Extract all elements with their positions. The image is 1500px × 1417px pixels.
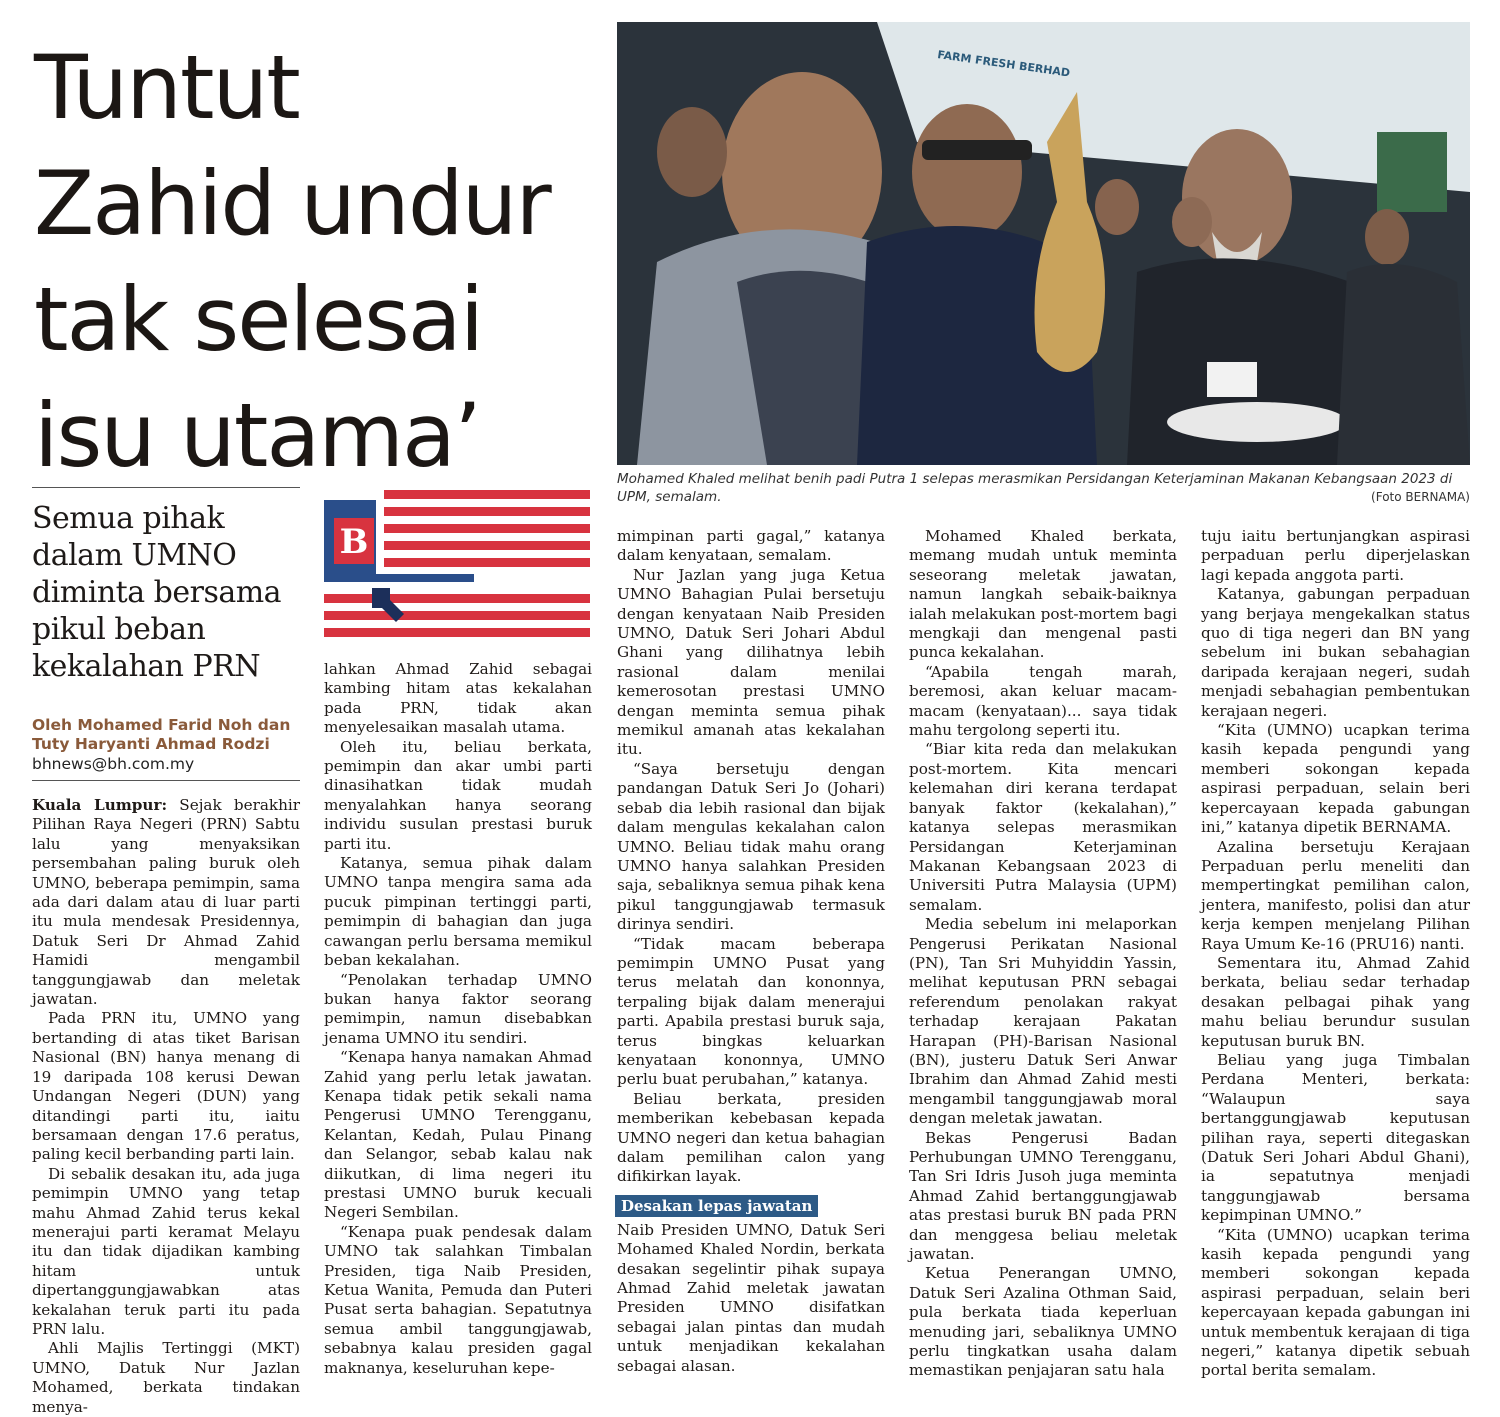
standfirst-line: Semua pihak [32, 501, 225, 536]
paragraph: Media sebelum ini melaporkan Pengerusi Perikatan Nasional (PN), Tan Sri Muhyiddin Yassin, melihat keputusan PRN sebagai referendum penolakan rakyat terhadap kerajaan Pakatan Harapan (PH)-Barisan Nasional (BN), justeru Datuk Seri Anwar Ibrahim dan Ahmad Zahid mesti mengambil tanggungjawab moral dengan meletak jawatan. [909, 915, 1177, 1128]
article-column-2 [324, 660, 592, 1378]
paragraph: “Biar kita reda dan melakukan post-mortem. Kita mencari kelemahan diri kerana terdapat banyak faktor (kekalahan),” katanya selepas merasmikan Persidangan Keterjaminan Makanan Kebangsaan 2023 di Universiti Putra Malaysia (UPM) semalam. [909, 740, 1177, 914]
byline-authors [32, 716, 302, 754]
caption-text: Mohamed Khaled melihat benih padi Putra 1 selepas merasmikan Persidangan Keterjaminan Makanan Kebangsaan 2023 di UPM, semalam. [617, 471, 1453, 505]
author-line: Oleh Mohamed Farid Noh dan [32, 716, 291, 734]
paragraph-text: Sejak berakhir Pilihan Raya Negeri (PRN) Sabtu lalu yang menyaksikan persembahan paling buruk oleh UMNO, beberapa pemimpin, sama ada dari dalam atau di luar parti itu mula mendesak Presidennya, Datuk Seri Dr Ahmad Zahid Hamidi mengambil tanggungjawab dan meletak jawatan. [32, 796, 300, 1009]
headline-line: Zahid undur [34, 152, 550, 255]
paragraph: Ahli Majlis Tertinggi (MKT) UMNO, Datuk Nur Jazlan Mohamed, berkata tindakan menya- [32, 1339, 300, 1416]
photo-credit: (Foto BERNAMA) [1371, 490, 1470, 504]
paragraph: lahkan Ahmad Zahid sebagai kambing hitam atas kekalahan pada PRN, tidak akan menyelesaikan masalah utama. [324, 660, 592, 737]
paragraph: Beliau yang juga Timbalan Perdana Menteri, berkata: “Walaupun saya bertanggungjawab keputusan pilihan raya, seperti ditegaskan (Datuk Seri Johari Abdul Ghani), ia sepatutnya menjadi tanggungjawab bersama kepimpinan UMNO.” [1201, 1050, 1470, 1225]
paragraph: “Kita (UMNO) ucapkan terima kasih kepada pengundi yang memberi sokongan kepada aspirasi perpaduan, selain beri kepercayaan kepada gabungan ini untuk membentuk kerajaan di tiga negeri,” katanya dipetik sebuah portal berita semalam. [1201, 1225, 1470, 1380]
author-line: Tuty Haryanti Ahmad Rodzi [32, 735, 270, 753]
paragraph: Bekas Pengerusi Badan Perhubungan UMNO Terengganu, Tan Sri Idris Jusoh juga meminta Ahmad Zahid bertanggungjawab atas prestasi buruk BN pada PRN dan menggesa beliau meletak jawatan. [909, 1128, 1177, 1264]
news-photo [617, 22, 1470, 465]
paragraph: “Kenapa hanya namakan Ahmad Zahid yang perlu letak jawatan. Kenapa tidak petik sekali nama Pengerusi UMNO Terengganu, Kelantan, Kedah, Pulau Pinang dan Selangor, sebab kalau nak diikutkan, di lima negeri itu prestasi UMNO buruk kecuali Negeri Sembilan. [324, 1048, 592, 1222]
divider [32, 780, 300, 781]
paragraph: “Saya bersetuju dengan pandangan Datuk Seri Jo (Johari) sebab dia lebih rasional dan bijak dalam mengulas kekalahan calon UMNO. Beliau tidak mahu orang UMNO hanya salahkan Presiden saja, sebaliknya semua pihak kena pikul tanggungjawab termasuk dirinya sendiri. [617, 759, 885, 934]
dateline: Kuala Lumpur: [32, 796, 168, 814]
paragraph [32, 796, 300, 1009]
paragraph: Oleh itu, beliau berkata, pemimpin dan akar umbi parti dinasihatkan tidak mudah menyalahkan hanya seorang individu susulan prestasi buruk parti itu. [324, 737, 592, 853]
paragraph: “Kita (UMNO) ucapkan terima kasih kepada pengundi yang memberi sokongan kepada aspirasi perpaduan, selain beri kepercayaan kepada gabungan ini,” katanya dipetik BERNAMA. [1201, 721, 1470, 837]
paragraph: “Apabila tengah marah, beremosi, akan keluar macam-macam (kenyataan)... saya tidak mahu tergolong seperti itu. [909, 662, 1177, 740]
paragraph: “Kenapa puak pendesak dalam UMNO tak salahkan Timbalan Presiden, tiga Naib Presiden, Ketua Wanita, Pemuda dan Puteri Pusat serta bahagian. Sepatutnya semua ambil tanggungjawab, sebabnya kalau presiden gagal maknanya, keseluruhan kepe- [324, 1222, 592, 1377]
paragraph: Mohamed Khaled berkata, memang mudah untuk meminta seseorang meletak jawatan, namun langkah sebaik-baiknya ialah melakukan post-mortem bagi mengkaji dan mengenal pasti punca kekalahan. [909, 527, 1177, 662]
logo-letter: B [339, 522, 369, 562]
photo-banner-text: FARM FRESH BERHAD [936, 48, 1071, 80]
paragraph: Katanya, gabungan perpaduan yang berjaya mengekalkan status quo di tiga negeri dan BN yang sebelum ini bukan sebahagian daripada kerajaan negeri, sudah menjadi sebahagian pembentukan kerajaan negeri. [1201, 585, 1470, 720]
headline-line: Tuntut [34, 36, 299, 139]
paragraph: Di sebalik desakan itu, ada juga pemimpin UMNO yang tetap mahu Ahmad Zahid terus kekal menerajui parti keramat Melayu itu dan tidak dijadikan kambing hitam untuk dipertanggungjawabkan atas kekalahan teruk parti itu pada PRN lalu. [32, 1164, 300, 1338]
article-column-4 [909, 527, 1177, 1381]
paragraph: tuju iaitu bertunjangkan aspirasi perpaduan perlu diperjelaskan lagi kepada anggota parti. [1201, 527, 1470, 584]
paragraph: Beliau berkata, presiden memberikan kebebasan kepada UMNO negeri dan ketua bahagian dalam pemilihan calon yang difikirkan layak. [617, 1089, 885, 1186]
headline [34, 30, 594, 494]
standfirst-line: pikul beban [32, 612, 206, 647]
photo-caption [617, 470, 1470, 506]
article-column-5 [1201, 527, 1470, 1381]
byline [32, 716, 302, 774]
paragraph: Katanya, semua pihak dalam UMNO tanpa mengira sama ada pucuk pimpinan tertinggi parti, pemimpin di bahagian dan juga cawangan perlu bersama memikul beban kekalahan. [324, 854, 592, 970]
headline-line: tak selesai [34, 268, 483, 371]
paragraph: Pada PRN itu, UMNO yang bertanding di atas tiket Barisan Nasional (BN) hanya menang di 19 daripada 108 kerusi Dewan Undangan Negeri (DUN) yang ditandingi parti itu, iaitu bersamaan dengan 17.6 peratus, paling kecil berbanding parti lain. [32, 1009, 300, 1164]
article-column-1 [32, 796, 300, 1417]
paragraph: Ketua Penerangan UMNO, Datuk Seri Azalina Othman Said, pula berkata tiada keperluan menuding jari, sebaliknya UMNO perlu tingkatkan usaha dalam memastikan penjajaran satu hala [909, 1264, 1177, 1380]
paragraph: “Tidak macam beberapa pemimpin UMNO Pusat yang terus melatah dan kononnya, terpaling bijak dalam menerajui parti. Apabila prestasi buruk saja, terus bingkas keluarkan kenyataan kononnya, UMNO perlu buat perubahan,” katanya. [617, 934, 885, 1089]
paragraph: mimpinan parti gagal,” katanya dalam kenyataan, semalam. [617, 527, 885, 565]
bh-logo [324, 490, 590, 646]
photo-illustration [617, 22, 1470, 465]
divider [32, 487, 300, 488]
standfirst-line: kekalahan PRN [32, 649, 261, 684]
standfirst [32, 500, 302, 685]
paragraph: Azalina bersetuju Kerajaan Perpaduan perlu meneliti dan mempertingkat pemilihan calon, jentera, manifesto, polisi dan atur kerja kempen menjelang Pilihan Raya Umum Ke-16 (PRU16) nanti. [1201, 837, 1470, 953]
paragraph: “Penolakan terhadap UMNO bukan hanya faktor seorang pemimpin, namun disebabkan jenama UMNO itu sendiri. [324, 970, 592, 1047]
article-column-3 [617, 527, 885, 1376]
standfirst-line: dalam UMNO [32, 538, 237, 573]
standfirst-line: diminta bersama [32, 575, 282, 610]
paragraph: Nur Jazlan yang juga Ketua UMNO Bahagian Pulai bersetuju dengan kenyataan Naib Presiden UMNO, Datuk Seri Johari Abdul Ghani yang dilihatnya lebih rasional dalam menilai kemerosotan prestasi UMNO dengan meminta semua pihak memikul amanah atas kekalahan itu. [617, 565, 885, 759]
paragraph: Naib Presiden UMNO, Datuk Seri Mohamed Khaled Nordin, berkata desakan segelintir pihak supaya Ahmad Zahid meletak jawatan Presiden UMNO disifatkan sebagai jalan pintas dan mudah untuk menjadikan kekalahan sebagai alasan. [617, 1220, 885, 1375]
byline-email[interactable]: bhnews@bh.com.my [32, 755, 195, 773]
section-subheading: Desakan lepas jawatan [615, 1195, 818, 1217]
headline-line: isu utama’ [34, 384, 480, 487]
paragraph: Sementara itu, Ahmad Zahid berkata, beliau sedar terhadap desakan pelbagai pihak yang mahu beliau berundur susulan keputusan buruk BN. [1201, 953, 1470, 1050]
